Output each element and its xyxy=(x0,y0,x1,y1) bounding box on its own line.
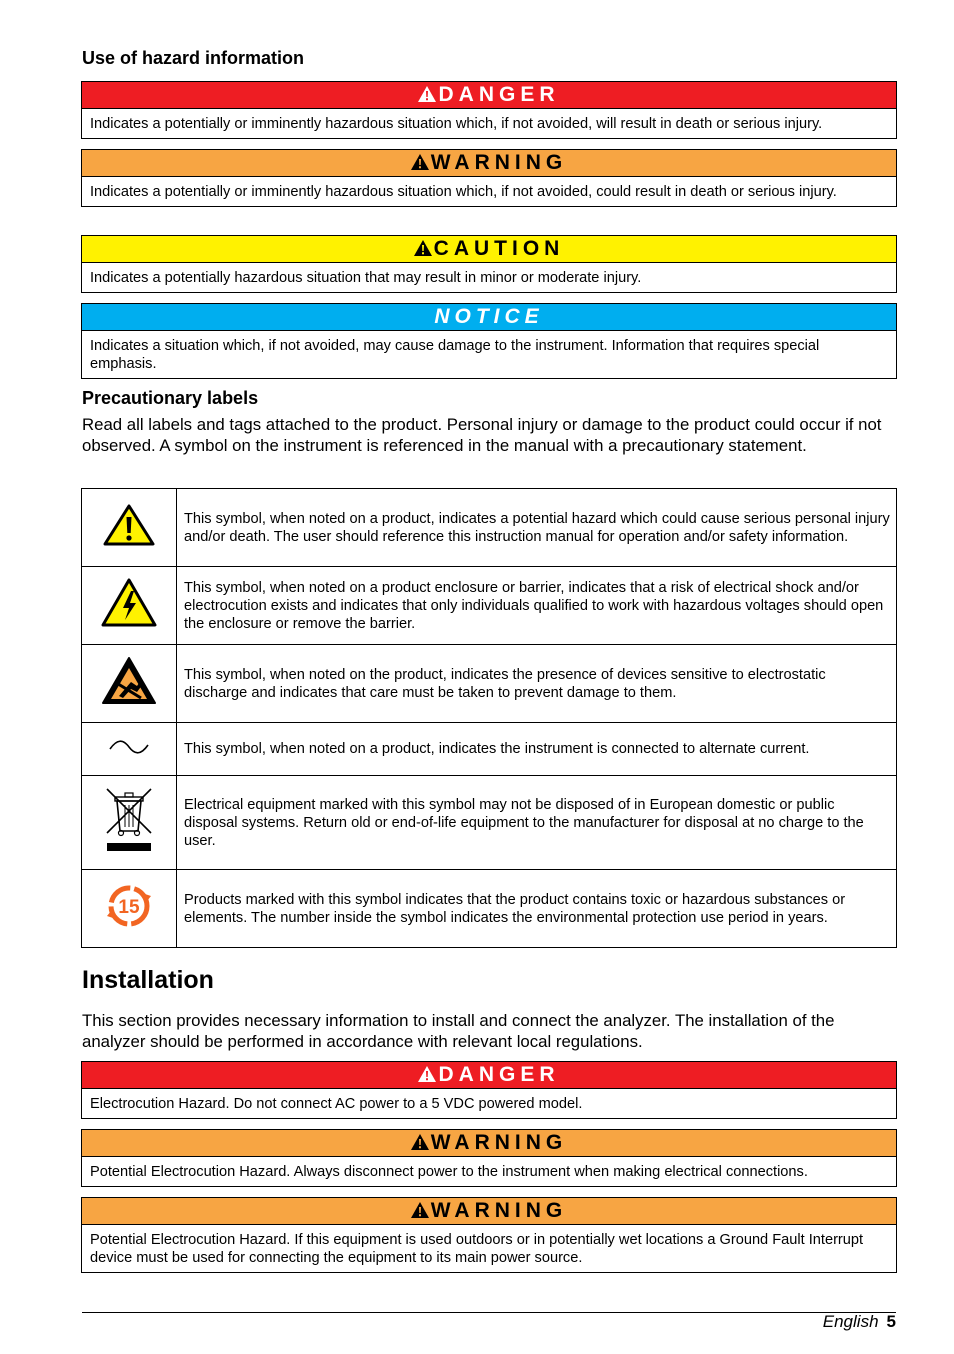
warning-label: WARNING xyxy=(430,151,568,174)
hazard-triangle-icon xyxy=(418,83,436,109)
warning-triangle-icon xyxy=(82,489,177,567)
hazard-triangle-icon xyxy=(418,1063,436,1089)
warning-header xyxy=(82,1198,896,1225)
installation-warning-box-1 xyxy=(81,1129,897,1187)
weee-bin-icon xyxy=(82,776,177,870)
caution-text: Indicates a potentially hazardous situation that may result in minor or moderate injury. xyxy=(90,270,642,286)
page-footer xyxy=(823,1312,896,1332)
danger-label: DANGER xyxy=(438,83,560,106)
notice-label: NOTICE xyxy=(434,305,544,328)
warning-header xyxy=(82,150,896,177)
warning-header xyxy=(82,1130,896,1157)
installation-intro: This section provides necessary information to install and connect the analyzer. The installation of the analyzer should be performed in accordance with relevant local regulations. xyxy=(82,1011,835,1051)
warning-box xyxy=(81,149,897,207)
table-row xyxy=(82,870,897,948)
section-title-installation: Installation xyxy=(82,966,214,994)
esd-icon xyxy=(82,645,177,723)
warning-label: WARNING xyxy=(430,1199,568,1222)
danger-text: Electrocution Hazard. Do not connect AC power to a 5 VDC powered model. xyxy=(90,1096,583,1112)
footer-language: English xyxy=(822,1312,879,1331)
table-row xyxy=(82,723,897,776)
danger-box xyxy=(81,81,897,139)
installation-warning-box-2 xyxy=(81,1197,897,1273)
symbol-description: This symbol, when noted on a product enclosure or barrier, indicates that a risk of electrical shock and/or electrocution exists and indicates that only individuals qualified to work with hazardous voltages should open the enclosure or remove the barrier. xyxy=(177,567,897,645)
danger-text: Indicates a potentially or imminently hazardous situation which, if not avoided, will result in death or serious injury. xyxy=(90,116,823,132)
symbol-description: This symbol, when noted on a product, indicates a potential hazard which could cause serious personal injury and/or death. The user should reference this instruction manual for operation and/or safety information. xyxy=(177,489,897,567)
table-row xyxy=(82,489,897,567)
hazard-triangle-icon xyxy=(411,1131,429,1157)
epup-15-icon xyxy=(82,870,177,948)
caution-header xyxy=(82,236,896,263)
page-number: 5 xyxy=(886,1312,896,1331)
danger-label: DANGER xyxy=(438,1063,560,1086)
warning-label: WARNING xyxy=(430,1131,568,1154)
symbol-description: Products marked with this symbol indicates that the product contains toxic or hazardous substances or elements. The number inside the symbol indicates the environmental protection use period in years. xyxy=(177,870,897,948)
section-title-hazard-info: Use of hazard information xyxy=(82,48,305,68)
symbol-table xyxy=(81,488,897,948)
precautionary-intro: Read all labels and tags attached to the product. Personal injury or damage to the product could occur if not observed. A symbol on the instrument is referenced in the manual with a precautionary statement. xyxy=(82,415,882,455)
footer-divider xyxy=(82,1312,896,1313)
hazard-triangle-icon xyxy=(411,151,429,177)
danger-header xyxy=(82,1062,896,1089)
notice-text: Indicates a situation which, if not avoided, may cause damage to the instrument. Information that requires special emphasis. xyxy=(90,338,820,372)
symbol-description: This symbol, when noted on the product, indicates the presence of devices sensitive to electrostatic discharge and indicates that care must be taken to prevent damage to them. xyxy=(177,645,897,723)
symbol-description: This symbol, when noted on a product, indicates the instrument is connected to alternate current. xyxy=(177,723,897,776)
warning-text: Potential Electrocution Hazard. Always disconnect power to the instrument when making electrical connections. xyxy=(90,1164,808,1180)
danger-header xyxy=(82,82,896,109)
caution-box xyxy=(81,235,897,293)
installation-danger-box xyxy=(81,1061,897,1119)
table-row xyxy=(82,645,897,723)
epup-number: 15 xyxy=(118,897,140,918)
symbol-description: Electrical equipment marked with this symbol may not be disposed of in European domestic or public disposal systems. Return old or end-of-life equipment to the manufacturer for disposal at no charge to the user. xyxy=(177,776,897,870)
notice-box xyxy=(81,303,897,379)
hazard-triangle-icon xyxy=(411,1199,429,1225)
table-row xyxy=(82,567,897,645)
table-row xyxy=(82,776,897,870)
hazard-triangle-icon xyxy=(414,237,432,263)
caution-label: CAUTION xyxy=(433,237,565,260)
warning-text: Potential Electrocution Hazard. If this equipment is used outdoors or in potentially wet locations a Ground Fault Interrupt device must be used for connecting the equipment to its main power source. xyxy=(90,1232,864,1266)
section-title-precautionary-labels: Precautionary labels xyxy=(82,388,259,408)
alternating-current-icon xyxy=(82,723,177,776)
warning-text: Indicates a potentially or imminently hazardous situation which, if not avoided, could result in death or serious injury. xyxy=(90,184,837,200)
electrical-shock-icon xyxy=(82,567,177,645)
notice-header xyxy=(82,304,896,331)
